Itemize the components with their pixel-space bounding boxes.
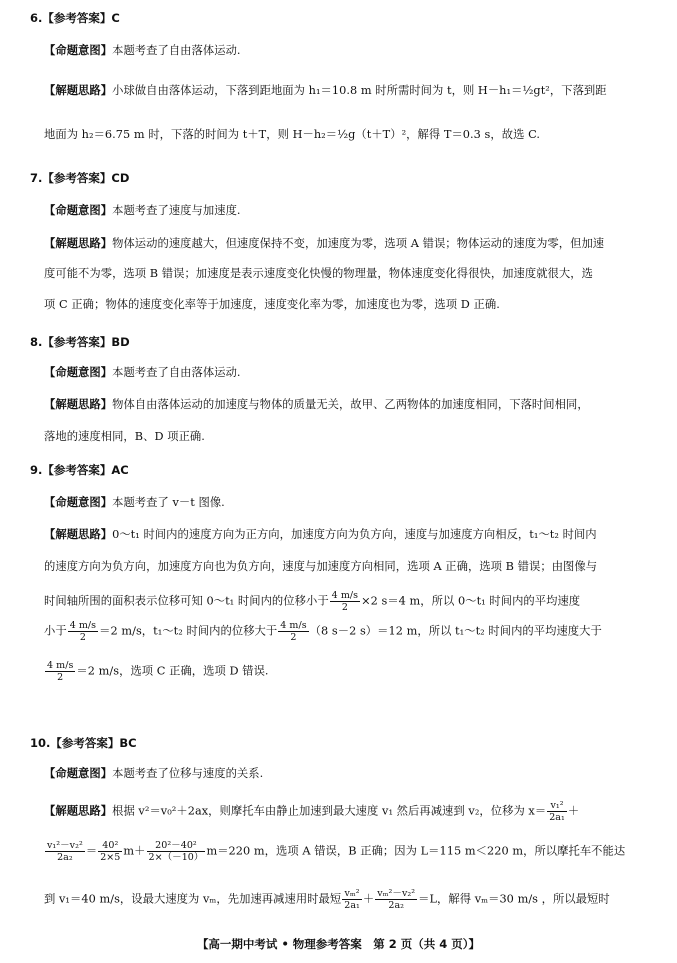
q7-answer: 7.【参考答案】CD bbox=[30, 171, 130, 185]
q7-solution-line-2: 度可能不为零，选项 B 错误；加速度是表示速度变化快慢的物理量，物体速度变化得很快，加速度就很大，选 bbox=[44, 267, 593, 280]
q10-solution-line-1: 【解题思路】根据 v²＝v₀²＋2ax，则摩托车由静止加速到最大速度 v₁ 然后再减速到 v₂，位移为 x＝ $\frac{\text{v₁²}}{\text{2a₁}}$ ＋ bbox=[44, 800, 580, 823]
fraction: $\frac{4 m/s}{2}$ bbox=[331, 590, 359, 613]
q9-solution-line-3: 时间轴所围的面积表示位移可知 0～t₁ 时间内的位移小于 $\frac{4 m/s}{2}$ ×2 s＝4 m，所以 0～t₁ 时间内的平均速度 bbox=[44, 590, 581, 613]
fraction: $\frac{\text{vₘ²}}{\text{2a₁}}$ bbox=[344, 888, 360, 911]
page-footer: 【高一期中考试 • 物理参考答案 第 2 页（共 4 页）】 bbox=[196, 937, 481, 951]
q8-answer: 8.【参考答案】BD bbox=[30, 335, 130, 349]
q8-solution-line-2: 落地的速度相同，B、D 项正确. bbox=[44, 430, 205, 443]
q6-solution-line-1: 【解题思路】小球做自由落体运动，下落到距地面为 h₁＝10.8 m 时所需时间为 t，则 H－h₁＝½gt²，下落到距 bbox=[44, 84, 607, 97]
fraction: $\frac{\text{v₁²－v₂²}}{\text{2a₂}}$ bbox=[47, 840, 83, 863]
q9-solution-line-2: 的速度方向为负方向，加速度方向也为负方向，速度与加速度方向相同，选项 A 正确，选项 B 错误；由图像与 bbox=[44, 560, 598, 573]
fraction: $\frac{4 m/s}{2}$ bbox=[47, 660, 74, 683]
q10-answer: 10.【参考答案】BC bbox=[30, 736, 137, 750]
q9-solution-line-4: 小于 $\frac{4 m/s}{2}$ ＝2 m/s，t₁～t₂ 时间内的位移大于 $\frac{4 m/s}{2}$ （8 s－2 s）＝12 m，所以 t₁～t₂ 时间内的平均速度大于 bbox=[44, 620, 602, 643]
q7-solution-line-3: 项 C 正确；物体的速度变化率等于加速度，速度变化率为零，加速度也为零，选项 D 正确. bbox=[44, 298, 500, 311]
q6-intent: 【命题意图】本题考查了自由落体运动. bbox=[44, 44, 241, 57]
q7-solution-line-1: 【解题思路】物体运动的速度越大，但速度保持不变，加速度为零，选项 A 错误；物体运动的速度为零，但加速 bbox=[44, 237, 605, 250]
fraction: $\frac{\text{20²－40²}}{2\times(-10)}$ bbox=[148, 840, 204, 863]
q9-solution-line-5: $\frac{4 m/s}{2}$ ＝2 m/s，选项 C 正确，选项 D 错误. bbox=[47, 660, 269, 683]
q6-answer: 6.【参考答案】C bbox=[30, 11, 120, 25]
q9-intent: 【命题意图】本题考查了 v－t 图像. bbox=[44, 496, 225, 509]
q10-solution-line-2: $\frac{\text{v₁²－v₂²}}{\text{2a₂}}$ ＝ $\frac{\text{40²}}{2\times 5}$ m＋ $\frac{\text{20²－40²}}{2\times(-10)}$ m＝220 m，选项 A 错误，B 正确；因为 L＝115 m＜220 m，所以摩托车不能达 bbox=[47, 840, 626, 863]
fraction: $\frac{\text{40²}}{2\times 5}$ bbox=[100, 840, 121, 863]
fraction: $\frac{4 m/s}{2}$ bbox=[69, 620, 97, 643]
q9-solution-line-1: 【解题思路】0～t₁ 时间内的速度方向为正方向，加速度方向为负方向，速度与加速度方向相反，t₁～t₂ 时间内 bbox=[44, 528, 597, 541]
fraction: $\frac{\text{v₁²}}{\text{2a₁}}$ bbox=[549, 800, 565, 823]
fraction: $\frac{\text{vₘ²－v₂²}}{\text{2a₂}}$ bbox=[377, 888, 416, 911]
q8-solution-line-1: 【解题思路】物体自由落体运动的加速度与物体的质量无关，故甲、乙两物体的加速度相同，下落时间相同， bbox=[44, 398, 589, 411]
q10-solution-line-3: 到 v₁＝40 m/s，设最大速度为 vₘ，先加速再减速用时最短 $\frac{\text{vₘ²}}{\text{2a₁}}$ ＋ $\frac{\text{vₘ²－v₂²}}{\text{2a₂}}$ ＝L，解得 vₘ＝30 m/s ，所以最短时 bbox=[44, 888, 610, 911]
q10-intent: 【命题意图】本题考查了位移与速度的关系. bbox=[44, 767, 264, 780]
q7-intent: 【命题意图】本题考查了速度与加速度. bbox=[44, 204, 241, 217]
q6-solution-line-2: 地面为 h₂＝6.75 m 时，下落的时间为 t＋T，则 H－h₂＝½g（t＋T）²，解得 T＝0.3 s，故选 C. bbox=[44, 128, 541, 141]
q8-intent: 【命题意图】本题考查了自由落体运动. bbox=[44, 366, 241, 379]
q9-answer: 9.【参考答案】AC bbox=[30, 463, 129, 477]
fraction: $\frac{4 m/s}{2}$ bbox=[280, 620, 307, 643]
